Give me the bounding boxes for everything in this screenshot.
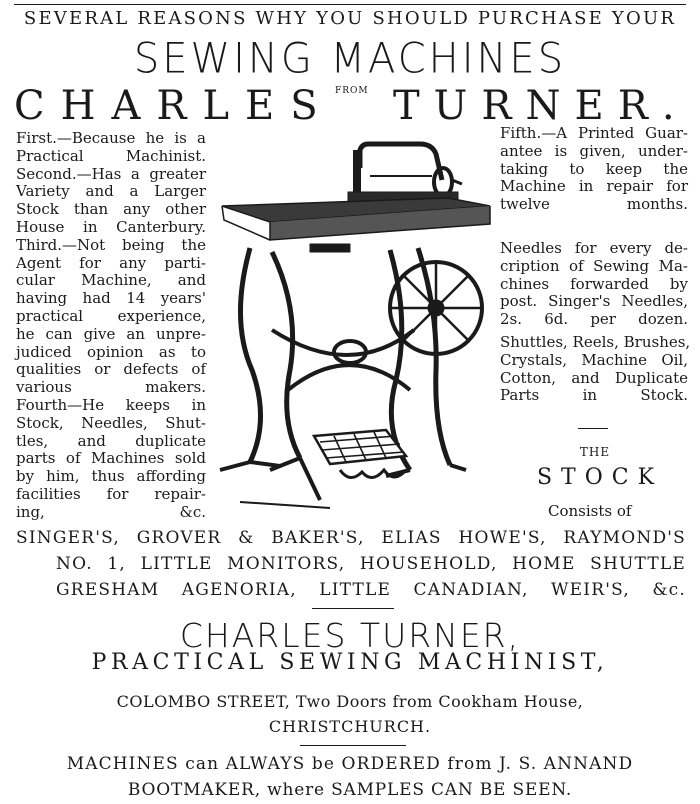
machine-list-line: SINGER'S, GROVER & BAKER'S, ELIAS HOWE'S, RAYMOND'S xyxy=(16,528,686,548)
title-sewing-machines: SEWING MACHINES xyxy=(133,34,567,84)
text-line: judiced opinion as to xyxy=(16,342,206,361)
divider-footer xyxy=(312,608,394,609)
stock-consists: Consists of xyxy=(548,502,632,520)
sewing-machine-illustration xyxy=(210,140,495,515)
text-line: taking to keep the xyxy=(500,159,688,178)
text-line: practical experience, xyxy=(16,307,206,325)
name-from: FROM xyxy=(335,86,369,96)
order-line-1: MACHINES can ALWAYS be ORDERED from J. S. ANNAND xyxy=(66,754,634,774)
text-line: Stock than any other xyxy=(16,200,206,219)
text-line: post. Singer's Needles, xyxy=(500,292,688,311)
text-line: Needles for every de- xyxy=(500,239,688,257)
text-line: Practical Machinist. xyxy=(16,146,206,165)
text-line: he can give an unpre- xyxy=(16,324,206,343)
text-line: various makers. xyxy=(16,378,206,397)
text-line: qualities or defects of xyxy=(16,360,206,379)
text-line: Machine in repair for xyxy=(500,177,688,196)
text-line: facilities for repair- xyxy=(16,485,206,503)
headline: SEVERAL REASONS WHY YOU SHOULD PURCHASE YOUR xyxy=(23,8,677,29)
divider-stock xyxy=(578,428,608,429)
text-line: Shuttles, Reels, Brushes, xyxy=(500,333,691,351)
text-line: Agent for any parti- xyxy=(16,253,206,272)
footer-subtitle: PRACTICAL SEWING MACHINIST, xyxy=(91,650,609,675)
text-line: twelve months. xyxy=(500,195,688,214)
address: COLOMBO STREET, Two Doors from Cookham House, xyxy=(116,692,584,711)
order-line-2: BOOTMAKER, where SAMPLES CAN BE SEEN. xyxy=(127,780,573,800)
text-line: Fourth—He keeps in xyxy=(16,396,206,414)
text-line: antee is given, under- xyxy=(500,141,688,160)
stock-the: THE xyxy=(579,445,611,459)
text-line: having had 14 years' xyxy=(16,289,206,308)
text-line: 2s. 6d. per dozen. xyxy=(500,310,688,329)
divider-order xyxy=(300,745,406,746)
city: CHRISTCHURCH. xyxy=(268,717,432,736)
text-line: Third.—Not being the xyxy=(16,235,206,254)
text-line: ing, &c. xyxy=(16,502,206,521)
text-line: Crystals, Machine Oil, xyxy=(500,350,688,369)
text-line: tles, and duplicate xyxy=(16,431,206,450)
text-line: Variety and a Larger xyxy=(16,182,206,201)
name-turner: TURNER. xyxy=(393,83,689,129)
text-line: Fifth.—A Printed Guar- xyxy=(500,124,688,142)
text-line: House in Canterbury. xyxy=(16,218,206,236)
footer-name: CHARLES TURNER, xyxy=(179,616,521,655)
text-line: chines forwarded by xyxy=(500,274,688,293)
text-line: cular Machine, and xyxy=(16,271,206,290)
text-line: Stock, Needles, Shut- xyxy=(16,413,206,432)
text-line: First.—Because he is a xyxy=(16,129,206,147)
name-charles: CHARLES xyxy=(14,83,334,129)
text-line: Second.—Has a greater xyxy=(16,164,206,183)
machine-list-line: GRESHAM AGENORIA, LITTLE CANADIAN, WEIR'S, &c. xyxy=(56,580,686,600)
text-line: cription of Sewing Ma- xyxy=(500,256,688,275)
text-line: Parts in Stock. xyxy=(500,386,688,405)
top-rule xyxy=(14,4,686,5)
text-line: by him, thus affording xyxy=(16,467,206,486)
stock-title: STOCK xyxy=(536,465,664,490)
machine-list-line: NO. 1, LITTLE MONITORS, HOUSEHOLD, HOME SHUTTLE xyxy=(56,554,686,574)
text-line: Cotton, and Duplicate xyxy=(500,368,688,387)
text-line: parts of Machines sold xyxy=(16,449,206,468)
